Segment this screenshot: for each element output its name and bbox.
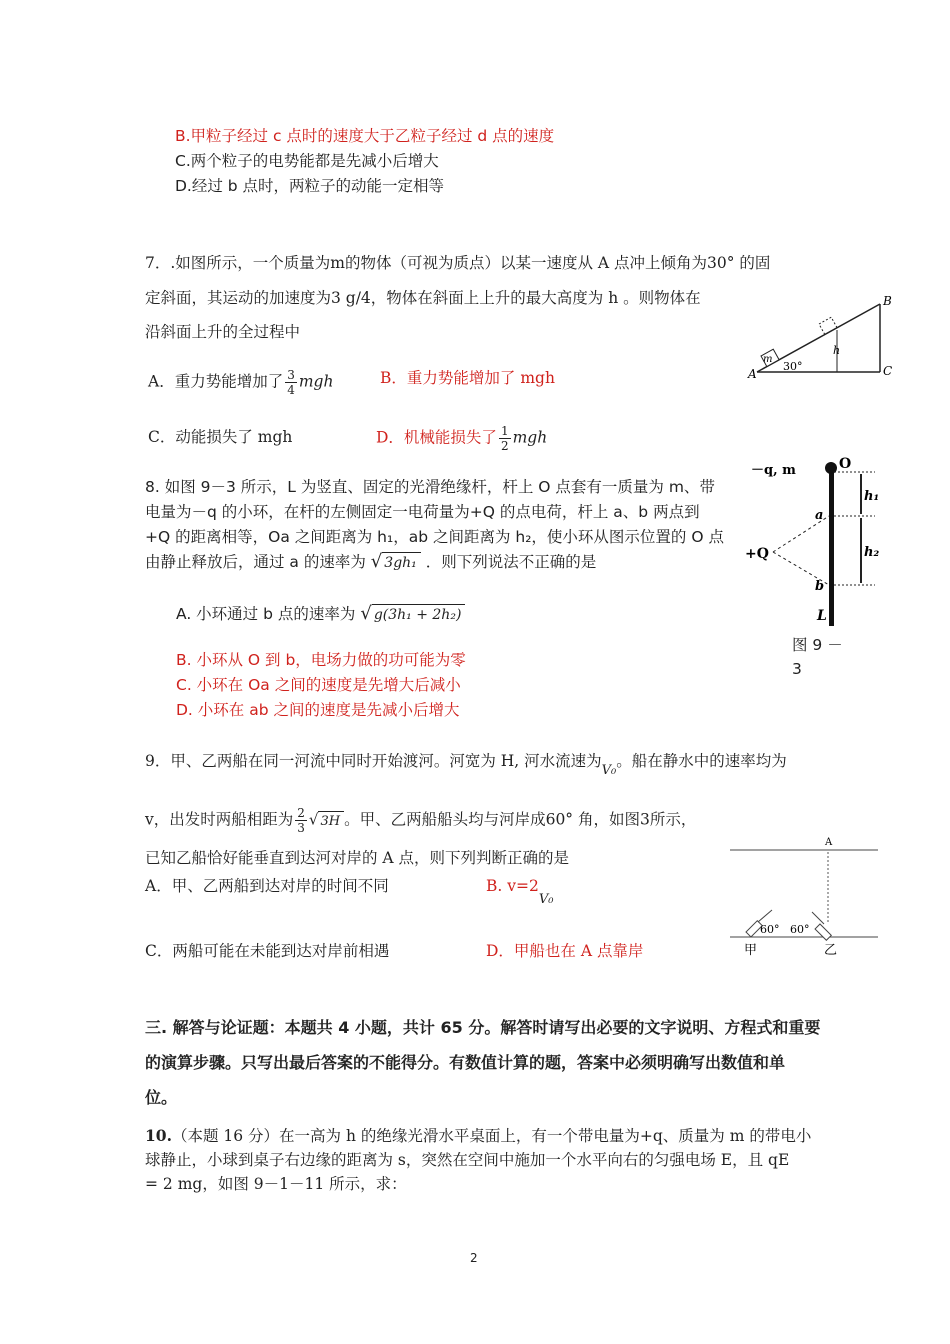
label-m: m — [763, 354, 773, 365]
label-angle-yi: 60° — [790, 923, 810, 936]
q7-option-a-expr: mgh — [298, 372, 334, 391]
q7-option-d-text: D．机械能损失了 — [376, 428, 497, 447]
v0-symbol: V₀ — [538, 892, 554, 907]
radical-sign: √ — [308, 810, 319, 829]
fraction — [499, 424, 511, 453]
dashed-Qa — [773, 516, 829, 552]
q10-stem-line1 — [145, 1126, 811, 1146]
q8-stem-line3: +Q 的距离相等，Oa 之间距离为 h₁，ab 之间距离为 h₂，使小环从图示位置的 O 点 — [145, 528, 724, 546]
q8-option-a — [176, 604, 465, 625]
q7-option-b: B．重力势能增加了 mgh — [380, 369, 555, 387]
label-charge: －q, m — [751, 463, 796, 478]
q6-option-b: B.甲粒子经过 c 点时的速度大于乙粒子经过 d 点的速度 — [175, 127, 555, 145]
q9-option-b-text: B. v=2 — [486, 877, 539, 895]
q9-stem-line1-tail: 。船在静水中的速率均为 — [616, 752, 787, 770]
label-A: A — [825, 837, 833, 848]
label-O: O — [839, 456, 852, 472]
q8-stem-line4-tail: ．则下列说法不正确的是 — [425, 553, 597, 571]
fraction — [295, 806, 307, 835]
section-heading-line3: 位。 — [145, 1088, 178, 1107]
figure-caption-cont: 3 — [792, 660, 802, 678]
q7-option-a — [148, 368, 333, 397]
v0-symbol: V₀ — [601, 763, 617, 778]
label-b: b — [815, 579, 825, 594]
label-angle-jia: 60° — [760, 923, 780, 936]
numerator: 3 — [287, 368, 295, 382]
q6-option-c: C.两个粒子的电势能都是先减小后增大 — [175, 152, 439, 170]
radical-sign: √ — [360, 603, 372, 624]
q9-option-d: D．甲船也在 A 点靠岸 — [486, 942, 644, 960]
q9-stem-line1-text: 9．甲、乙两船在同一河流中同时开始渡河。河宽为 H, 河水流速为 — [145, 752, 602, 770]
numerator: 1 — [500, 424, 509, 438]
boat-yi — [815, 924, 831, 940]
section-heading-line2: 的演算步骤。只写出最后答案的不能得分。有数值计算的题，答案中必须明确写出数值和单 — [145, 1053, 786, 1072]
q8-stem-line1: 8. 如图 9－3 所示，L 为竖直、固定的光滑绝缘杆，杆上 O 点套有一质量为 m、带 — [145, 478, 715, 496]
q7-stem-line1: 7．.如图所示，一个质量为m的物体（可视为质点）以某一速度从 A 点冲上倾角为30° 的固 — [145, 254, 771, 272]
q7-option-d-expr: mgh — [512, 428, 548, 447]
fraction — [285, 368, 297, 397]
q7-option-c: C．动能损失了 mgh — [148, 428, 293, 446]
q10-stem-line1-text: （本题 16 分）在一高为 h 的绝缘光滑水平桌面上，有一个带电量为+q、质量为 m 的带电小 — [171, 1127, 812, 1145]
label-angle: 30° — [783, 360, 803, 373]
sqrt-expr: 3gh₁ — [382, 552, 421, 573]
q10-stem-line3: = 2 mg，如图 9－1－11 所示，求： — [145, 1175, 407, 1193]
section-heading: 三. 解答与论证题：本题共 4 小题，共计 65 分。解答时请写出必要的文字说明、方程式和重要 — [145, 1018, 821, 1037]
q8-stem-line4-text: 由静止释放后，通过 a 的速率为 — [145, 553, 366, 571]
label-Q: +Q — [745, 546, 769, 562]
figure-caption: 图 9 － — [792, 636, 843, 654]
rod-figure — [745, 452, 915, 632]
q9-stem-line2-text: v，出发时两船相距为 — [145, 810, 294, 829]
q8-stem-line4 — [145, 552, 596, 573]
q10-stem-line2: 球静止，小球到桌子右边缘的距离为 s，突然在空间中施加一个水平向右的匀强电场 E，且 qE — [145, 1151, 790, 1169]
q9-stem-line2 — [145, 806, 696, 835]
label-h1: h₁ — [864, 489, 880, 504]
rod-L — [829, 466, 834, 626]
denominator: 4 — [287, 383, 295, 397]
q8-stem-line2: 电量为－q 的小环，在杆的左侧固定一电荷量为+Q 的点电荷，杆上 a、b 两点到 — [145, 503, 700, 521]
q8-option-d: D. 小环在 ab 之间的速度是先减小后增大 — [176, 701, 460, 719]
denominator: 2 — [500, 439, 509, 453]
label-B: B — [883, 294, 892, 308]
incline-figure — [745, 290, 905, 380]
label-h2: h₂ — [864, 545, 880, 560]
heading-jia — [758, 910, 772, 922]
sqrt-expr: g(3h₁ + 2h₂) — [372, 604, 466, 625]
q6-option-d: D.经过 b 点时，两粒子的动能一定相等 — [175, 177, 445, 195]
label-jia: 甲 — [744, 943, 758, 958]
label-C: C — [883, 364, 893, 378]
q9-stem-line1 — [145, 751, 787, 778]
q7-stem-line3: 沿斜面上升的全过程中 — [145, 323, 301, 341]
numerator: 2 — [297, 806, 305, 820]
q8-option-a-text: A. 小环通过 b 点的速率为 — [176, 605, 356, 623]
q9-stem-line3: 已知乙船恰好能垂直到达河对岸的 A 点，则下列判断正确的是 — [145, 849, 570, 867]
q9-option-b — [486, 876, 554, 907]
q9-stem-line2-tail: 。甲、乙两船船头均与河岸成60° 角，如图3所示， — [344, 810, 697, 829]
page-number: 2 — [470, 1251, 478, 1265]
label-h: h — [833, 344, 841, 357]
q8-option-c: C. 小环在 Oa 之间的速度是先增大后减小 — [176, 676, 461, 694]
q7-option-a-text: A．重力势能增加了 — [148, 372, 284, 391]
radical-sign: √ — [370, 551, 383, 572]
dashed-Qb — [773, 552, 829, 585]
river-figure — [728, 832, 883, 962]
q7-stem-line2: 定斜面，其运动的加速度为3 g/4，物体在斜面上上升的最大高度为 h 。则物体在 — [145, 289, 701, 307]
q8-option-b: B. 小环从 O 到 b，电场力做的功可能为零 — [176, 651, 466, 669]
q7-option-d — [376, 424, 547, 453]
q10-number: 10. — [145, 1126, 172, 1145]
q9-option-c: C．两船可能在未能到达对岸前相遇 — [145, 942, 390, 960]
label-L: L — [817, 608, 827, 624]
denominator: 3 — [297, 821, 305, 835]
heading-yi — [812, 912, 824, 924]
sqrt-expr: 3H — [318, 811, 344, 832]
label-a: a — [815, 508, 824, 523]
label-yi: 乙 — [824, 943, 838, 958]
q9-option-a: A．甲、乙两船到达对岸的时间不同 — [145, 877, 389, 895]
label-A: A — [748, 367, 757, 380]
